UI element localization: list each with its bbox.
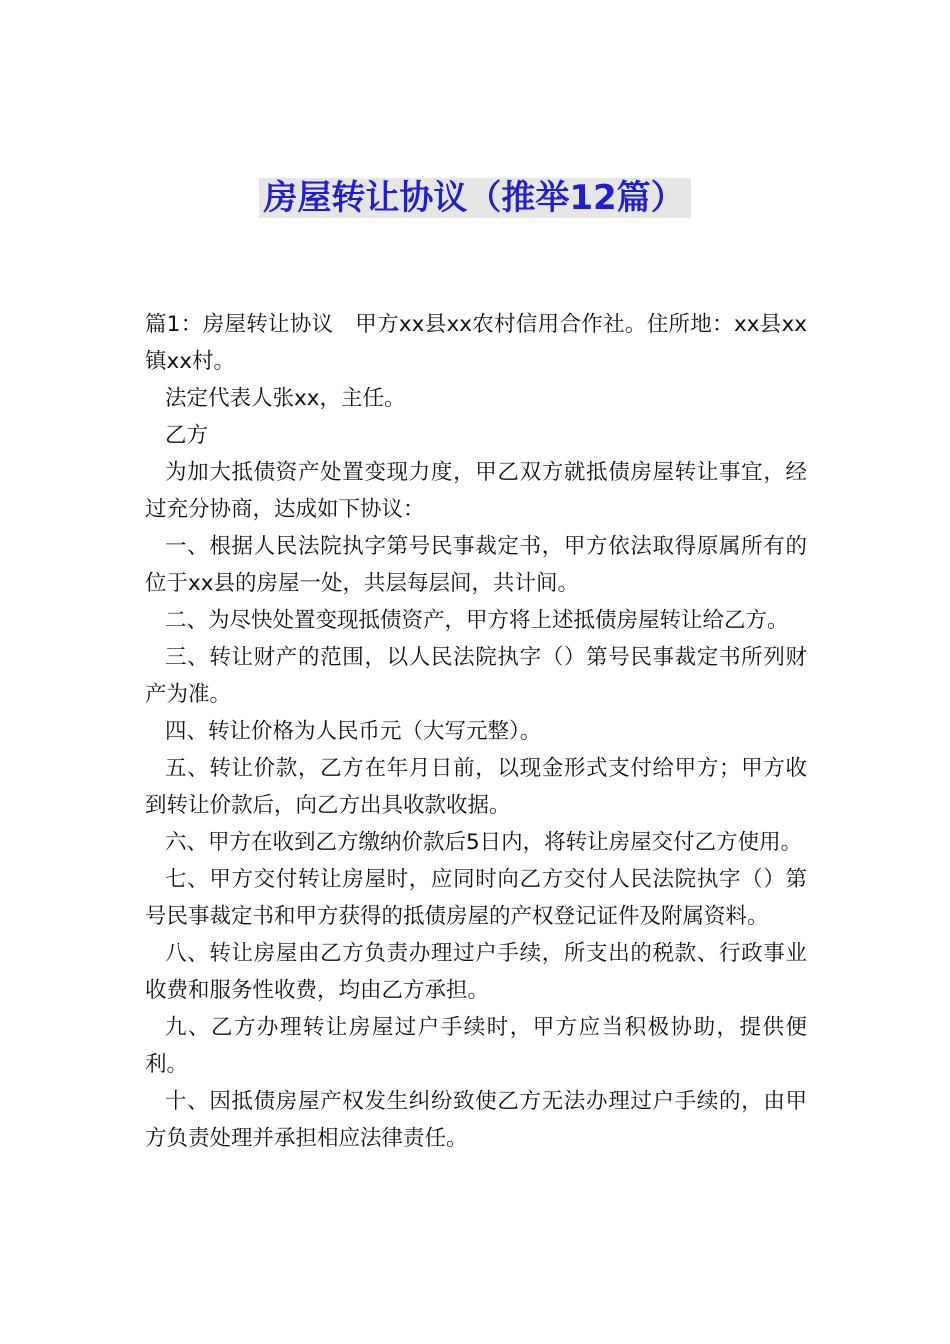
- paragraph-clause-7: 七、甲方交付转让房屋时，应同时向乙方交付人民法院执字（）第号民事裁定书和甲方获得的抵债房屋的产权登记证件及附属资料。: [145, 867, 807, 929]
- paragraph-clause-9: 九、乙方办理转让房屋过户手续时，甲方应当积极协助，提供便利。: [145, 1015, 807, 1077]
- paragraph-clause-6: 六、甲方在收到乙方缴纳价款后5日内，将转让房屋交付乙方使用。: [165, 830, 803, 855]
- document-body: [145, 306, 807, 1157]
- paragraph-clause-5: 五、转让价款，乙方在年月日前，以现金形式支付给甲方；甲方收到转让价款后，向乙方出具收款收据。: [145, 756, 807, 818]
- paragraph-clause-1: 一、根据人民法院执字第号民事裁定书，甲方依法取得原属所有的位于xx县的房屋一处，共层每层间，共计间。: [145, 534, 807, 596]
- paragraph-clause-3: 三、转让财产的范围，以人民法院执字（）第号民事裁定书所列财产为准。: [145, 645, 807, 707]
- title-container: [0, 178, 950, 218]
- paragraph-clause-8: 八、转让房屋由乙方负责办理过户手续，所支出的税款、行政事业收费和服务性收费，均由乙方承担。: [145, 941, 807, 1003]
- paragraph-clause-4: 四、转让价格为人民币元（大写元整）。: [165, 719, 542, 744]
- paragraph-header: 篇1：房屋转让协议 甲方xx县xx农村信用合作社。住所地：xx县xx镇xx村。: [145, 312, 807, 374]
- paragraph-clause-2: 二、为尽快处置变现抵债资产，甲方将上述抵债房屋转让给乙方。: [165, 608, 789, 633]
- paragraph-clause-10: 十、因抵债房屋产权发生纠纷致使乙方无法办理过户手续的，由甲方负责处理并承担相应法律责任。: [145, 1089, 807, 1151]
- paragraph-preamble: 为加大抵债资产处置变现力度，甲乙双方就抵债房屋转让事宜，经过充分协商，达成如下协议：: [145, 460, 807, 522]
- paragraph-legal-rep: 法定代表人张xx，主任。: [165, 386, 406, 411]
- document-title: 房屋转让协议（推举12篇）: [259, 178, 690, 218]
- paragraph-party-b: 乙方: [165, 423, 209, 448]
